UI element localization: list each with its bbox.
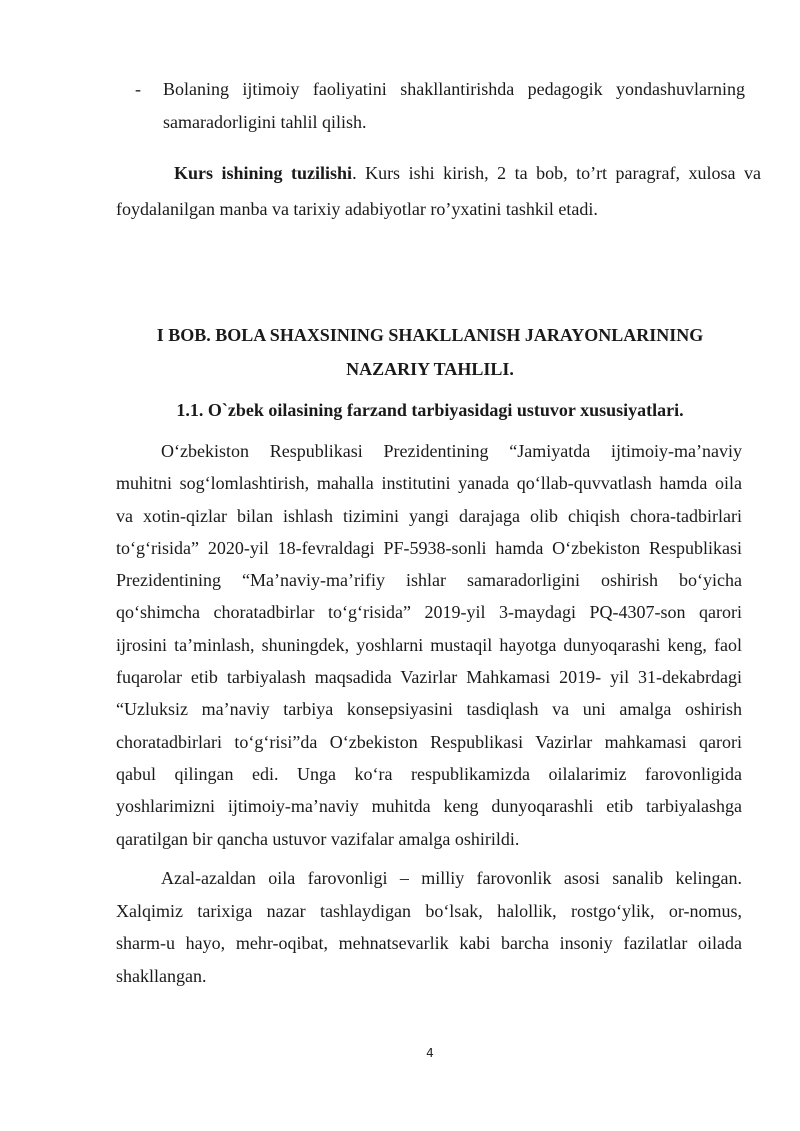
paragraph-line: sharm-u hayo, mehr-oqibat, mehnatsevarlik kabi barcha insoniy fazilatlar oilada [116, 933, 742, 953]
structure-line: foydalanilgan manba va tarixiy adabiyotlar ro’yxatini tashkil etadi. [116, 199, 598, 219]
paragraph-line: qo‘shimcha choratadbirlar to‘g‘risida” 2019-yil 3-maydagi PQ-4307-son qarori [116, 602, 742, 623]
paragraph-line: qabul qilingan edi. Unga ko‘ra respublikamizda oilalarimiz farovonligida [116, 763, 742, 784]
chapter-title-line: I BOB. BOLA SHAXSINING SHAKLLANISH JARAYONLARINING [156, 325, 704, 345]
paragraph-line: “Uzluksiz ma’naviy tarbiya konsepsiyasini tasdiqlash va uni amalga oshirish [116, 699, 742, 720]
paragraph-line: qaratilgan bir qancha ustuvor vazifalar amalga oshirildi. [116, 828, 520, 849]
paragraph-line: fuqarolar etib tarbiyalash maqsadida Vazirlar Mahkamasi 2019- yil 31-dekabrdagi [116, 667, 742, 688]
section-title: 1.1. O`zbek oilasining farzand tarbiyasidagi ustuvor xususiyatlari. [176, 400, 684, 420]
paragraph-line: muhitni sog‘lomlashtirish, mahalla institutini yanada qo‘llab-quvvatlash hamda oila [116, 473, 742, 494]
paragraph-line: Xalqimiz tarixiga nazar tashlaydigan bo‘lsak, halollik, rostgo‘ylik, or-nomus, [116, 900, 742, 921]
bullet-line: Bolaning ijtimoiy faoliyatini shakllantirishda pedagogik yondashuvlarning [163, 79, 745, 99]
bullet-marker: - [135, 79, 141, 99]
structure-paragraph [116, 155, 761, 227]
paragraph-line: choratadbirlari to‘g‘risi”da O‘zbekiston Respublikasi Vazirlar mahkamasi qarori [116, 731, 742, 752]
paragraph-line: Azal-azaldan oila farovonligi – milliy farovonlik asosi sanalib kelingan. [161, 868, 742, 888]
paragraph-line: shakllangan. [116, 965, 207, 986]
structure-text: . Kurs ishi kirish, 2 ta bob, to’rt paragraf, xulosa va [352, 163, 761, 183]
page-number: 4 [426, 1046, 434, 1060]
paragraph-line: Prezidentining “Ma’naviy-ma’rifiy ishlar samaradorligini oshirish bo‘yicha [116, 570, 742, 591]
structure-heading: Kurs ishining tuzilishi [174, 163, 353, 183]
bullet-text [163, 73, 745, 139]
paragraph-line: to‘g‘risida” 2020-yil 18-fevraldagi PF-5938-sonli hamda O‘zbekiston Respublikasi [116, 537, 742, 558]
paragraph-line: ijrosini ta’minlash, shuningdek, yoshlarni mustaqil hayotga dunyoqarashi keng, faol [116, 634, 742, 655]
paragraph-line: O‘zbekiston Respublikasi Prezidentining “Jamiyatda ijtimoiy-ma’naviy [161, 441, 742, 461]
body-paragraph [116, 862, 742, 992]
paragraph-line: yoshlarimizni ijtimoiy-ma’naviy muhitda keng dunyoqarashli etib tarbiyalashga [116, 796, 742, 817]
chapter-title-line: NAZARIY TAHLILI. [346, 359, 514, 379]
body-paragraph [116, 435, 742, 855]
structure-line [116, 155, 761, 191]
bullet-line: samaradorligini tahlil qilish. [163, 112, 367, 132]
bullet-item [135, 73, 745, 139]
chapter-title [100, 318, 760, 386]
paragraph-line: va xotin-qizlar bilan ishlash tizimini yangi darajaga olib chiqish chora-tadbirlari [116, 505, 742, 526]
